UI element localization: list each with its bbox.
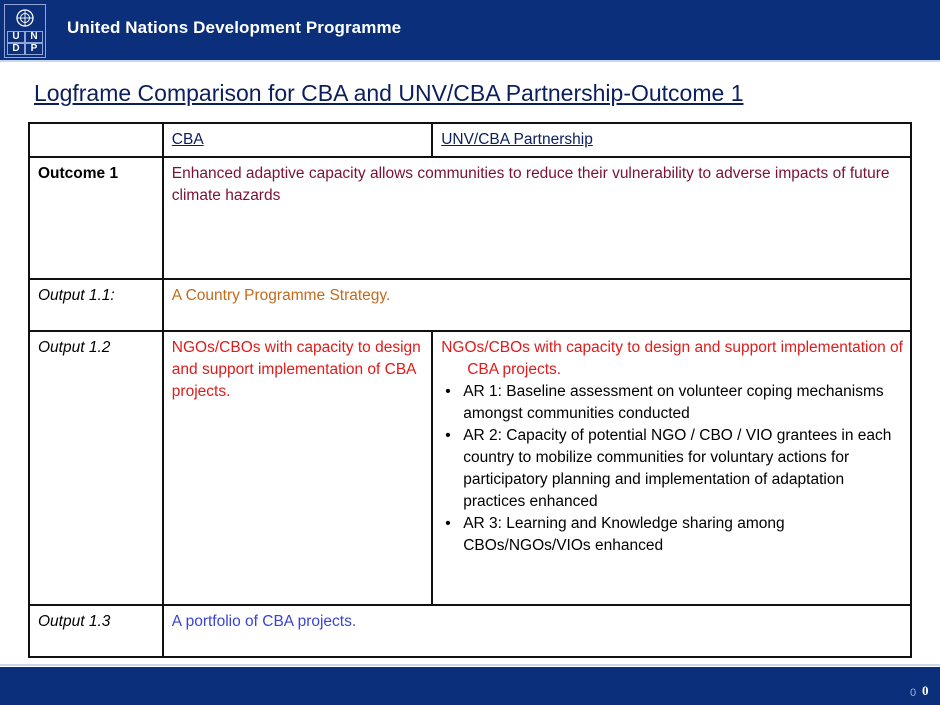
table-header-row xyxy=(29,123,911,157)
outcome-1-text: Enhanced adaptive capacity allows communities to reduce their vulnerability to adverse impacts of future climate hazards xyxy=(163,157,911,279)
slide-number: 0 xyxy=(922,683,929,698)
footer-divider xyxy=(0,664,940,666)
list-item: • AR 3: Learning and Knowledge sharing among CBOs/NGOs/VIOs enhanced xyxy=(463,513,904,557)
output-1-1-text: A Country Programme Strategy. xyxy=(163,279,911,331)
row-label-output-1-2: Output 1.2 xyxy=(29,331,163,605)
row-label-outcome-1: Outcome 1 xyxy=(29,157,163,279)
table-row-output-1-3 xyxy=(29,605,911,657)
table-row-output-1-1 xyxy=(29,279,911,331)
logo-letter: D xyxy=(7,43,25,55)
un-emblem-icon xyxy=(7,7,43,29)
activity-results-list xyxy=(441,381,904,557)
header-divider xyxy=(0,60,940,62)
page-title: Logframe Comparison for CBA and UNV/CBA Partnership-Outcome 1 xyxy=(34,80,744,106)
list-item: • AR 2: Capacity of potential NGO / CBO / VIO grantees in each country to mobilize communities for voluntary actions for participatory planning and implementation of adaptation practices enhanced xyxy=(463,425,904,513)
header-cell-cba: CBA xyxy=(163,123,432,157)
header-cell-empty xyxy=(29,123,163,157)
header-cell-unv-cba: UNV/CBA Partnership xyxy=(432,123,911,157)
footer-bar xyxy=(0,667,940,705)
undp-letter-grid xyxy=(7,31,43,55)
table-row-output-1-2 xyxy=(29,331,911,605)
organization-name: United Nations Development Programme xyxy=(67,18,402,37)
output-1-2-cba-text: NGOs/CBOs with capacity to design and support implementation of CBA projects. xyxy=(163,331,432,605)
output-1-2-unv-cell xyxy=(432,331,911,605)
un-logo xyxy=(4,4,46,58)
logframe-table xyxy=(28,122,912,658)
slide-number-small: 0 xyxy=(910,687,917,699)
logo-letter: N xyxy=(25,31,43,43)
row-label-output-1-3: Output 1.3 xyxy=(29,605,163,657)
logo-letter: P xyxy=(25,43,43,55)
output-1-3-text: A portfolio of CBA projects. xyxy=(163,605,911,657)
list-item: • AR 1: Baseline assessment on volunteer coping mechanisms amongst communities conducted xyxy=(463,381,904,425)
logo-letter: U xyxy=(7,31,25,43)
output-1-2-unv-text: NGOs/CBOs with capacity to design and support implementation of CBA projects. xyxy=(441,339,903,378)
row-label-output-1-1: Output 1.1: xyxy=(29,279,163,331)
table-row-outcome-1 xyxy=(29,157,911,279)
header-bar xyxy=(0,0,940,60)
